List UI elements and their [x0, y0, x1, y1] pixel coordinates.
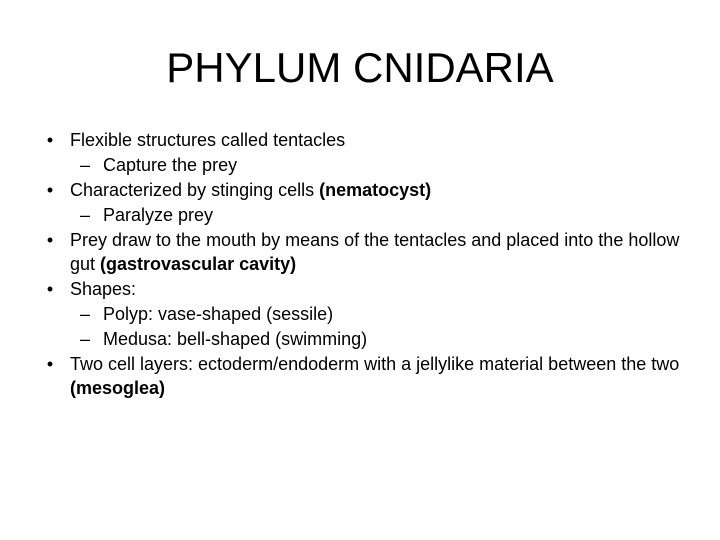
bullet-plain-text: Flexible structures called tentacles	[70, 130, 346, 150]
sub-bullet-item	[40, 203, 690, 227]
bullet-item	[40, 128, 690, 152]
bullet-bold-term: (mesoglea)	[70, 378, 166, 398]
sub-bullet-text: Paralyze prey	[103, 205, 214, 225]
bullet-item	[40, 352, 690, 400]
bullet-text	[70, 178, 690, 202]
sub-bullet-text: Polyp: vase-shaped (sessile)	[103, 304, 334, 324]
bullet-plain-text: Two cell layers: ectoderm/endoderm with a jellylike material between the two	[70, 354, 680, 374]
bullet-marker-icon: •	[46, 130, 54, 150]
slide-title: PHYLUM CNIDARIA	[166, 44, 554, 91]
bullet-text	[70, 352, 690, 400]
bullet-bold-term: (nematocyst)	[319, 180, 432, 200]
bullet-marker-icon: •	[46, 279, 54, 299]
bullet-bold-term: (gastrovascular cavity)	[100, 254, 297, 274]
bullet-marker-icon: •	[46, 354, 54, 374]
sub-bullet-item	[40, 153, 690, 177]
bullet-plain-text: Prey draw to the mouth by means of the tentacles and placed into the hollow gut	[70, 230, 680, 274]
bullet-item	[40, 277, 690, 301]
dash-marker-icon: –	[79, 155, 90, 175]
sub-bullet-item	[40, 327, 690, 351]
bullet-plain-text: Characterized by stinging cells	[70, 180, 320, 200]
bullet-text	[70, 277, 690, 301]
bullet-text	[70, 228, 690, 276]
bullet-item	[40, 228, 690, 276]
sub-bullet-text: Medusa: bell-shaped (swimming)	[103, 329, 368, 349]
sub-bullet-item	[40, 302, 690, 326]
bullet-item	[40, 178, 690, 202]
dash-marker-icon: –	[79, 304, 90, 324]
bullet-plain-text: Shapes:	[70, 279, 137, 299]
bullet-marker-icon: •	[46, 180, 54, 200]
bullet-list	[40, 128, 690, 401]
dash-marker-icon: –	[79, 205, 90, 225]
bullet-marker-icon: •	[46, 230, 54, 250]
bullet-text	[70, 128, 690, 152]
sub-bullet-text: Capture the prey	[103, 155, 238, 175]
dash-marker-icon: –	[79, 329, 90, 349]
